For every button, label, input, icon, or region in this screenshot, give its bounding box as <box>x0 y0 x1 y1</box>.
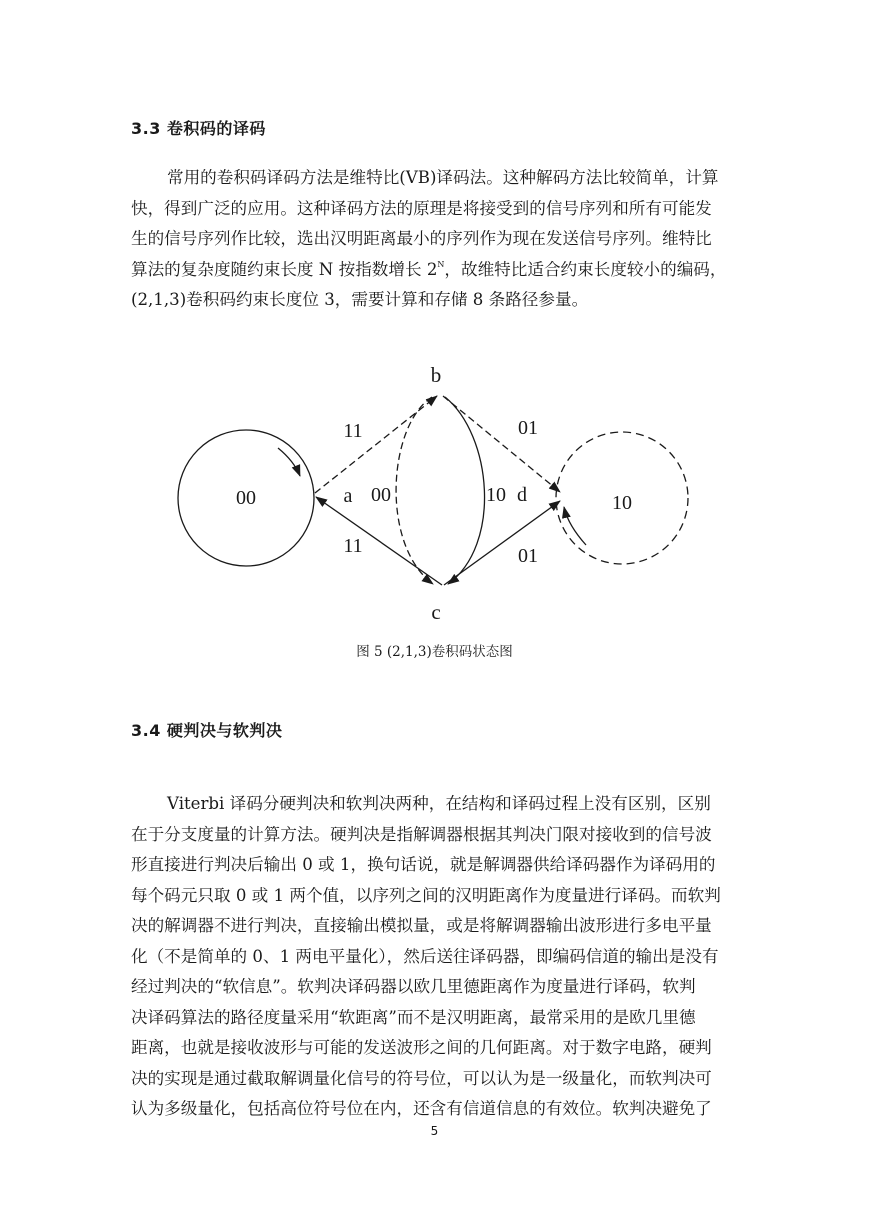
paragraph-line <box>131 255 741 286</box>
paragraph-line: 形直接进行判决后输出 0 或 1，换句话说，就是解调器供给译码器作为译码用的 <box>131 855 716 874</box>
state-10-label: 10 <box>612 492 632 514</box>
paragraph-line: 常用的卷积码译码方法是维特比(VB)译码法。这种解码方法比较简单，计算 <box>167 168 719 187</box>
node-c-label: c <box>431 600 441 624</box>
edge-label-a-b: 11 <box>343 420 363 442</box>
section-3-4-heading: 3.4 硬判决与软判决 <box>131 721 283 740</box>
section-3-4-paragraph <box>131 789 741 1125</box>
edge-a-to-b <box>315 396 437 493</box>
paragraph-line: 在于分支度量的计算方法。硬判决是指解调器根据其判决门限对接收到的信号波 <box>131 824 712 844</box>
superscript-n: N <box>437 259 445 269</box>
node-b-label: b <box>430 363 442 387</box>
paragraph-line: 距离，也就是接收波形与可能的发送波形之间的几何距离。对于数字电路，硬判 <box>131 1038 712 1057</box>
paragraph-line: 化（不是简单的 0、1 两电平量化），然后送往译码器，即编码信道的输出是没有 <box>131 946 719 966</box>
edge-label-c-b: 10 <box>486 484 506 506</box>
paragraph-line: Viterbi 译码分硬判决和软判决两种，在结构和译码过程上没有区别，区别 <box>167 794 711 813</box>
node-a-label: a <box>343 485 353 507</box>
state-00-label: 00 <box>236 487 256 509</box>
paragraph-line: 决译码算法的路径度量采用“软距离”而不是汉明距离，最常采用的是欧几里德 <box>131 1007 696 1027</box>
node-d-label: d <box>517 484 527 506</box>
edge-label-b-c: 00 <box>371 484 391 506</box>
line-text: ，故维特比适合约束长度较小的编码， <box>444 259 727 279</box>
section-3-3-paragraph <box>131 163 741 316</box>
section-3-3-heading: 3.3 卷积码的译码 <box>131 119 266 138</box>
line-text: 算法的复杂度随约束长度 N 按指数增长 2 <box>131 259 438 279</box>
page-number: 5 <box>430 1124 439 1138</box>
paragraph-line: 生的信号序列作比较，选出汉明距离最小的序列作为现在发送信号序列。维特比 <box>131 229 712 248</box>
edge-b-to-d <box>443 396 560 492</box>
figure-caption: 图 5 (2,1,3)卷积码状态图 <box>356 644 513 660</box>
edge-b-to-c <box>396 397 433 584</box>
paragraph-line: 快，得到广泛的应用。这种译码方法的原理是将接受到的信号序列和所有可能发 <box>131 198 712 218</box>
edge-label-b-d: 01 <box>518 417 538 439</box>
edge-label-c-a: 11 <box>343 535 363 557</box>
edge-c-to-a <box>316 497 442 585</box>
paragraph-line: 每个码元只取 0 或 1 两个值，以序列之间的汉明距离作为度量进行译码。而软判 <box>131 885 721 905</box>
paragraph-line: (2,1,3)卷积码约束长度位 3，需要计算和存储 8 条路径参量。 <box>131 290 589 309</box>
paragraph-line: 决的实现是通过截取解调量化信号的符号位，可以认为是一级量化，而软判决可 <box>131 1068 712 1088</box>
paragraph-line: 决的解调器不进行判决，直接输出模拟量，或是将解调器输出波形进行多电平量 <box>131 916 712 935</box>
paragraph-line: 经过判决的“软信息”。软判决译码器以欧几里德距离作为度量进行译码，软判 <box>131 977 696 996</box>
state-diagram <box>170 355 700 630</box>
edge-label-c-d: 01 <box>518 545 538 567</box>
state-10-loop-arrow <box>564 507 586 545</box>
paragraph-line: 认为多级量化，包括高位符号位在内，还含有信道信息的有效位。软判决避免了 <box>131 1099 712 1118</box>
